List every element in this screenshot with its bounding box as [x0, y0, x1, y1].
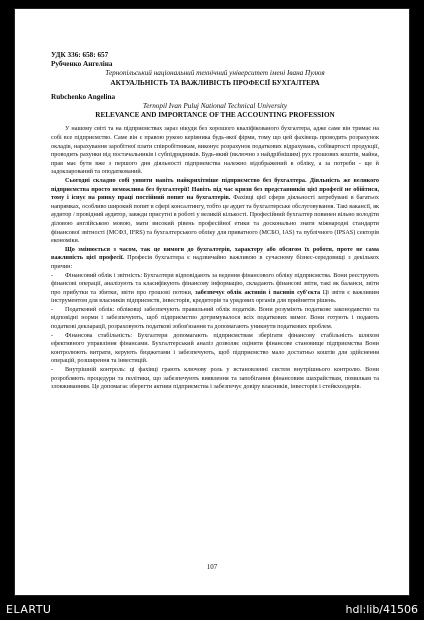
paragraph-1-text: У нашому світі та на підприємствах зараз нікуди без хорошого кваліфікованого бухгалтера, адже саме він тримає на собі все підприємство. Саме він є правою рукою керівника будь-якої фірми, тому що цей фахівець проводить розрахунок окладів, нарахування заробітної плати співробітникам, виконує розрахунок податкових відрахувань, собівартості продукції, проводить рахунки від постачальників і субпідрядників. Будь-який (включно з найдрібнішим) рух грошових коштів, майна, прав має бути вже з першого дня діяльності підприємства належно відображений в обліку, а за потреби - ще й задокларований та оподаткований. — [51, 125, 379, 176]
repository-name: ELARTU — [6, 603, 52, 616]
paragraph-3 — [51, 246, 379, 272]
paragraph-2-emphasis: Сьогодні складно собі уявити навіть найкрихітніше підприємство без бухгалтера. Діяльність же великого підприємства просто неможлива без бухгалтерії! Навіть під час кризи без представників цієї професії не обійтися, тому і існує на ринку праці постійний попит на бухгалтерів. — [51, 176, 379, 202]
list-item-financial-accounting: - Фінансовий облік і звітність: Бухгалтери відповідають за ведення фінансового обліку підприємства. Вони реєструють фінансові операції, аналізують та класифікують фінансову інформацію, складають фінансові звіти, такі як баланси, звіти про прибутки та збитки, звіти про грошові потоки, забезпечує облік активів і пасивів суб'єкта Ці звіти є важливим інструментом для власників підприємств, інвесторів, кредиторів та урядових органів для прийняття рішень. — [51, 271, 380, 305]
title-en: RELEVANCE AND IMPORTANCE OF THE ACCOUNTING PROFESSION — [95, 111, 335, 120]
list-item-text: Податковий облік: обліковці забезпечують правильний облік податків. Вони розуміють податкове законодавство та відповідні норми і забезпечують, щоб підприємство дотримувалося всіх податкових вимог. Вони готують і подають податкові декларації, розраховують податкові зобов'язання та допомагають уникнути податкових проблем. — [51, 305, 379, 331]
list-item-text: Ці звіти є важливим інструментом для власників підприємств, інвесторів, кредиторів та урядових органів для прийняття рішень. — [51, 288, 380, 305]
page-number: 107 — [206, 563, 218, 571]
paragraph-2-text: Фахівці цієї сфери діяльності затребувані в багатьох напрямках, особливо широкий попит в сфері консалтингу, тобто це аудит та бухгалтерське обслуговування. Такі вакансії, як аудитор / провідний аудитор, завжди присутні в роботі у великій кількості. Професійний бухгалтер повинен вільно володіти діловою англійською мовою, мати високий рівень професійної етики та досконально знати міжнародні стандарти фінансової звітності (МСФЗ, IFRS) та бухгалтерського обліку для приватного (МСБО, IAS) та публічного (IPSAS) секторів економіки. — [51, 194, 379, 245]
handle-identifier: hdl:lib/41506 — [345, 603, 418, 616]
institution-en: Ternopil Ivan Puluj National Technical University — [142, 102, 288, 111]
list-item-text: Фінансова стабільність: Бухгалтери допомагають підприємствам зберігати фінансову стабільність шляхом ефективного управління фінансами. Бухгалтерський аналіз дозволяє оцінити фінансове становище підприємства Вони контролюють витрати, керують бюджетами і забезпечують, щоб підприємство мало достатньо коштів для здійснення операцій, розширення та інвестицій. — [51, 331, 379, 365]
document-page — [14, 8, 410, 596]
list-item-tax-accounting: - Податковий облік: обліковці забезпечують правильний облік податків. Вони розуміють податкове законодавство та відповідні норми і забезпечують, щоб підприємство дотримувалося всіх податкових вимог. Вони готують і подають податкові декларації, розраховують податкові зобов'язання та допомагають уникнути податкових проблем. — [51, 305, 379, 331]
list-item-text: Фінансовий облік і звітність: Бухгалтери відповідають за ведення фінансового обліку підприємства. Вони реєструють фінансові операції, аналізують та класифікують фінансову інформацію, складають фінансові звіти, такі як баланси, звіти про прибутки та збитки, звіти про грошові потоки, — [51, 271, 379, 296]
paragraph-3-text: Професія бухгалтера є надзвичайно важливою в сучасному бізнес-середовищі з декількох причин: — [51, 254, 379, 270]
paragraph-3-emphasis: Що змінюється з часом, так це вимоги до бухгалтерів, характеру або обсягом їх роботи, проте не сама важливість цієї професії. — [51, 245, 379, 262]
author-en: Rubchenko Angelina — [51, 92, 116, 101]
list-item-internal-control: - Внутрішній контроль: ці фахівці грають ключову роль у встановленні систем внутрішнього контролю. Вони розробляють процедури та політики, що забезпечують виявлення та запобігання фінансовим шахрайствам, помилкам та зловживанням. Це допомагає зберегти активи підприємства і забезпечує довіру власників, інвесторів і стейкхолдерів. — [51, 366, 379, 391]
list-item-financial-stability: - Фінансова стабільність: Бухгалтери допомагають підприємствам зберігати фінансову стабільність шляхом ефективного управління фінансами. Бухгалтерський аналіз дозволяє оцінити фінансове становище підприємства Вони контролюють витрати, керують бюджетами і забезпечують, щоб підприємство мало достатньо коштів для здійснення операцій, розширення та інвестицій. — [51, 331, 379, 365]
list-item-emphasis: забезпечує облік активів і пасивів суб'єкта — [192, 288, 321, 296]
paragraph-2 — [51, 177, 379, 246]
article-content — [51, 51, 379, 392]
institution-ua: Тернопільський національний технічний університет імені Івана Пулюя — [105, 69, 325, 78]
udk-code: УДК 336: 658: 657 — [51, 51, 109, 59]
paragraph-1 — [51, 125, 379, 177]
viewer-footer — [0, 596, 424, 620]
list-item-text: Внутрішній контроль: ці фахівці грають ключову роль у встановленні систем внутрішнього контролю. Вони розробляють процедури та політики, що забезпечують виявлення та запобігання фінансовим шахрайствам, помилкам та зловживанням. Це допомагає зберегти активи підприємства і забезпечує довіру власників, інвесторів і стейкхолдерів. — [51, 366, 379, 391]
author-ua: Рубченко Ангеліна — [51, 60, 113, 69]
title-ua: АКТУАЛЬНІСТЬ ТА ВАЖЛИВІСТЬ ПРОФЕСІЇ БУХГАЛТЕРА — [110, 78, 320, 87]
